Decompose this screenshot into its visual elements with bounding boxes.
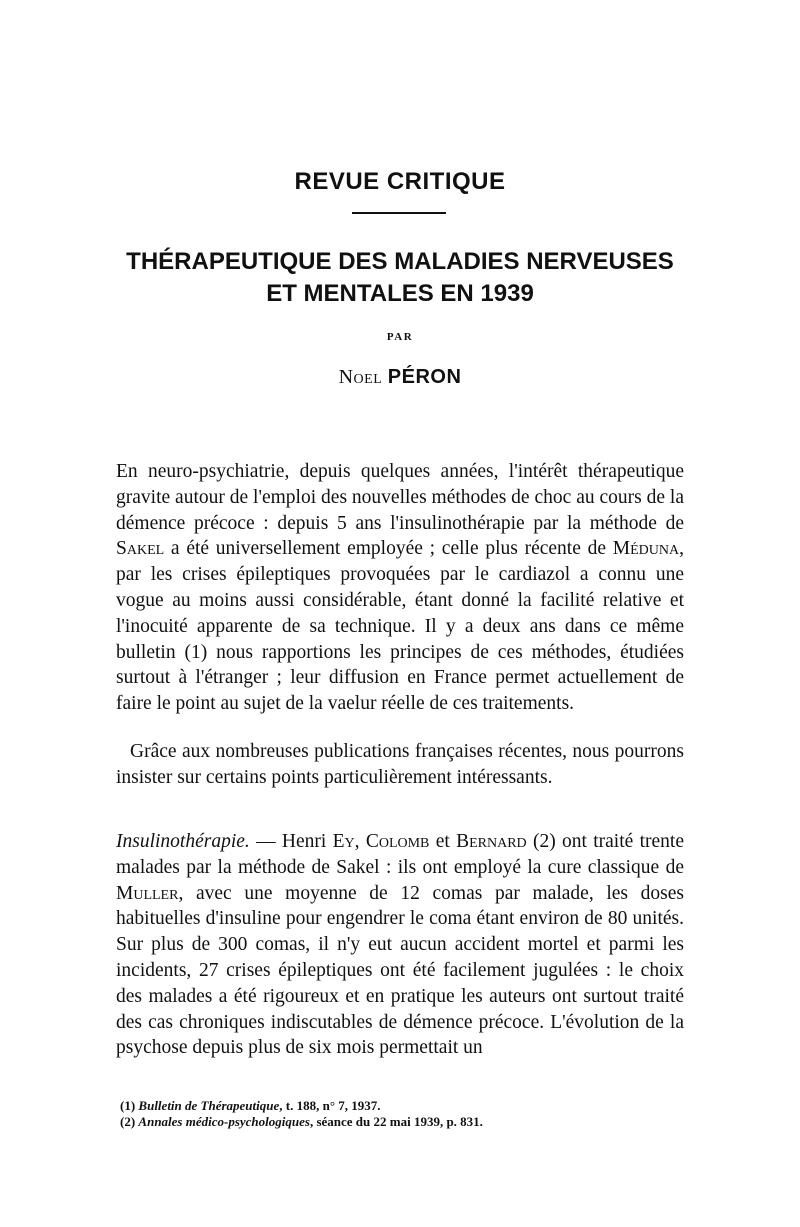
footnotes [120,1098,680,1130]
paragraph-publications: Grâce aux nombreuses publications françaises récentes, nous pourrons insister sur certains points particulièrement intéressants. [116,741,684,788]
author-reference: Méduna [612,538,680,560]
author-reference: Bernard [456,831,527,852]
author-first-name: Noel [338,366,383,388]
section-title: REVUE CRITIQUE [294,168,506,195]
footnote-source: Annales médico-psychologiques [138,1114,310,1129]
footnote-2 [120,1114,680,1130]
paragraph-text: (2) ont traité trente malades par la méthode de Sakel : ils ont employé la cure classique de [116,831,684,878]
paragraph-text: — Henri [249,831,333,852]
paragraph-text: a été universellement employée ; celle plus récente de [164,538,613,560]
footnote-source: Bulletin de Thérapeutique [138,1098,280,1113]
title-divider [352,212,446,214]
paragraph-text: , avec une moyenne de 12 comas par malade, les doses habituelles d'insuline pour engendrer le coma étant environ de 80 unités. Sur plus de 300 comas, il n'y eut aucun accident mortel et parmi les incidents, 27 crises épileptiques ont été facilement jugulées : le choix des malades a été rigoureux et en pratique les auteurs ont surtout traité des cas chroniques indiscutables de démence précoce. L'évolution de la psychose depuis plus de six mois permettait un [116,882,684,1059]
paragraph-insulinotherapie [116,829,684,1061]
footnote-1 [120,1098,680,1114]
author-name [0,366,800,389]
article-title-line-2: ET MENTALES EN 1939 [266,280,534,307]
footnote-detail: , t. 188, n° 7, 1937. [279,1098,381,1113]
paragraph-text: En neuro-psychiatrie, depuis quelques années, l'intérêt thérapeutique gravite autour de l'emploi des nouvelles méthodes de choc au cours de la démence précoce : depuis 5 ans l'insulinothérapie par la méthode de [116,461,684,534]
paragraph-text: , par les crises épileptiques provoquées par le cardiazol a connu une vogue au moins aussi considérable, étant donné la facilité relative et l'inocuité apparente de sa technique. Il y a deux ans dans ce même bulletin (1) nous rapportions les principes de ces méthodes, étudiées surtout à l'étranger ; leur diffusion en France permet actuellement de faire le point au sujet de la vaelur réelle de ces traitements. [116,538,684,715]
footnote-number: (2) [120,1114,136,1129]
footnote-detail: , séance du 22 mai 1939, p. 831. [309,1114,483,1129]
paragraph-text: , [354,831,366,852]
article-title-line-1: THÉRAPEUTIQUE DES MALADIES NERVEUSES [126,248,674,275]
author-reference: Muller [116,882,179,904]
author-reference: Colomb [365,831,430,852]
byline-par: PAR [386,331,414,343]
author-reference: Sakel [116,538,165,560]
paragraph-intro [116,459,684,717]
author-reference: Ey [332,831,355,852]
author-last-name: PÉRON [387,366,462,388]
paragraph-text: et [429,831,457,852]
subsection-heading: Insulinothérapie. [116,831,250,852]
footnote-number: (1) [120,1098,136,1113]
article-title [0,246,800,310]
